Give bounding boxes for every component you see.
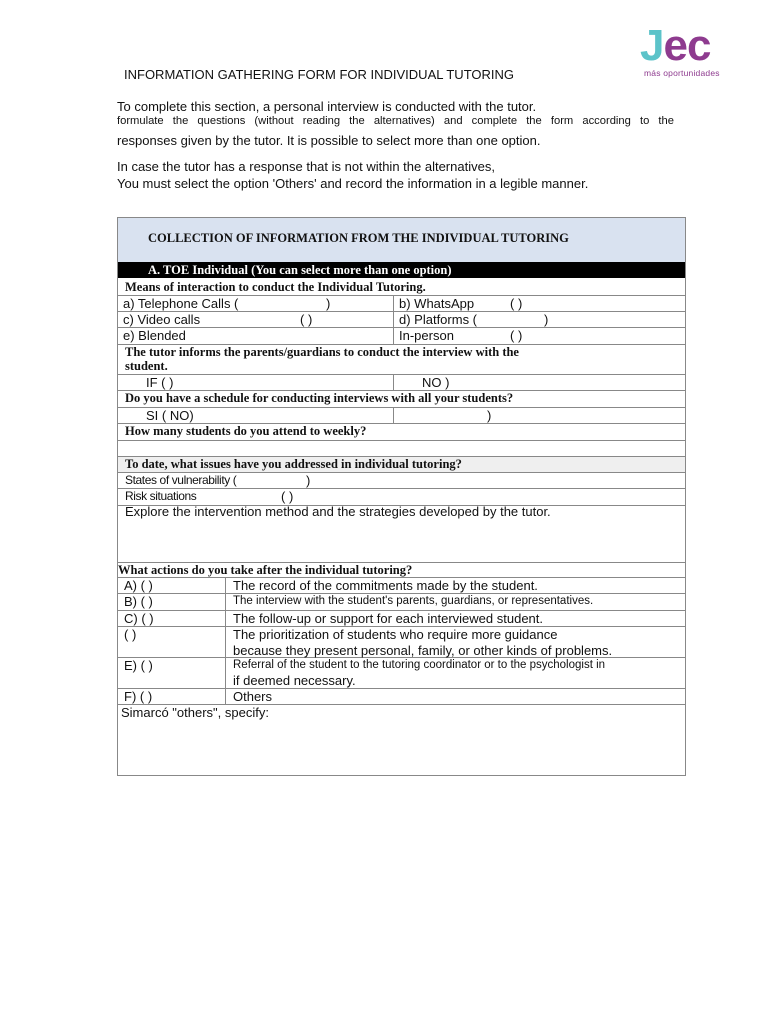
option-telephone-calls-close: ) [326, 296, 331, 311]
action-text-f: Others [233, 689, 273, 704]
jec-logo [640, 21, 736, 84]
row-divider [118, 407, 685, 408]
action-mark-f[interactable]: F) ( ) [124, 689, 153, 704]
option-telephone-calls[interactable]: a) Telephone Calls ( [123, 296, 239, 311]
option-platforms-close: ) [544, 312, 549, 327]
option-video-calls-check: ( ) [300, 312, 313, 327]
option-in-person[interactable]: In-person [399, 328, 454, 343]
option-platforms[interactable]: d) Platforms ( [399, 312, 478, 327]
intro-line-3: responses given by the tutor. It is possible to select more than one option. [117, 133, 541, 148]
option-whatsapp[interactable]: b) WhatsApp [399, 296, 475, 311]
option-vulnerability-close: ) [306, 473, 311, 488]
action-mark-c[interactable]: C) ( ) [124, 611, 154, 626]
question-schedule: Do you have a schedule for conducting interviews with all your students? [125, 391, 514, 405]
explore-method-prompt: Explore the intervention method and the strategies developed by the tutor. [125, 504, 551, 519]
action-text-c: The follow-up or support for each interviewed student. [233, 611, 544, 626]
others-specify-field[interactable]: Simarcó "others", specify: [121, 705, 269, 720]
action-mark-b[interactable]: B) ( ) [124, 594, 153, 609]
form-header: COLLECTION OF INFORMATION FROM THE INDIVIDUAL TUTORING [118, 218, 685, 263]
logo-wordmark: Jec [640, 21, 711, 70]
question-means-of-interaction: Means of interaction to conduct the Individual Tutoring. [125, 280, 426, 294]
intro-line-5: You must select the option 'Others' and record the information in a legible manner. [117, 176, 589, 191]
action-text-e: Referral of the student to the tutoring coordinator or to the psychologist in [233, 659, 606, 671]
intro-line-1: To complete this section, a personal interview is conducted with the tutor. [117, 99, 537, 114]
logo-tagline: más oportunidades [644, 68, 720, 78]
action-text-d: The prioritization of students who require more guidance [233, 627, 558, 642]
action-mark-d[interactable]: ( ) [124, 627, 137, 642]
col-divider [393, 374, 394, 390]
document-title: INFORMATION GATHERING FORM FOR INDIVIDUAL TUTORING [124, 67, 515, 82]
action-mark-e[interactable]: E) ( ) [124, 658, 153, 673]
section-a-bar: A. TOE Individual (You can select more than one option) [118, 262, 685, 278]
col-divider [393, 295, 394, 344]
col-divider [225, 577, 226, 704]
row-divider [118, 374, 685, 375]
option-blended[interactable]: e) Blended [123, 328, 186, 343]
question-actions-after: What actions do you take after the individual tutoring? [118, 563, 413, 577]
option-risk-check: ( ) [281, 489, 294, 504]
action-text-d-cont: because they present personal, family, or other kinds of problems. [233, 643, 613, 658]
option-in-person-check: ( ) [510, 328, 523, 343]
option-risk-situations[interactable]: Risk situations [125, 489, 197, 503]
option-if[interactable]: IF ( ) [146, 375, 174, 390]
action-mark-a[interactable]: A) ( ) [124, 578, 153, 593]
intro-line-2: formulate the questions (without reading the alternatives) and complete the form according to the [117, 115, 674, 127]
option-si[interactable]: SI ( NO) [146, 408, 194, 423]
action-text-e-cont: if deemed necessary. [233, 673, 356, 688]
action-text-a: The record of the commitments made by the student. [233, 578, 538, 593]
question-issues-addressed: To date, what issues have you addressed in individual tutoring? [125, 457, 462, 471]
question-inform-parents: The tutor informs the parents/guardians to conduct the interview with the [125, 345, 519, 359]
option-video-calls[interactable]: c) Video calls [123, 312, 201, 327]
col-divider [393, 407, 394, 423]
row-divider [118, 688, 685, 689]
row-divider [118, 440, 685, 441]
option-no-close: ) [487, 408, 492, 423]
question-inform-parents-cont: student. [125, 359, 168, 373]
action-text-b: The interview with the student's parents, guardians, or representatives. [233, 595, 594, 607]
intro-line-4: In case the tutor has a response that is not within the alternatives, [117, 159, 495, 174]
option-no[interactable]: NO ) [422, 375, 450, 390]
option-states-of-vulnerability[interactable]: States of vulnerability ( [125, 473, 237, 487]
row-divider [118, 488, 685, 489]
option-whatsapp-check: ( ) [510, 296, 523, 311]
question-students-weekly: How many students do you attend to weekly? [125, 424, 367, 438]
